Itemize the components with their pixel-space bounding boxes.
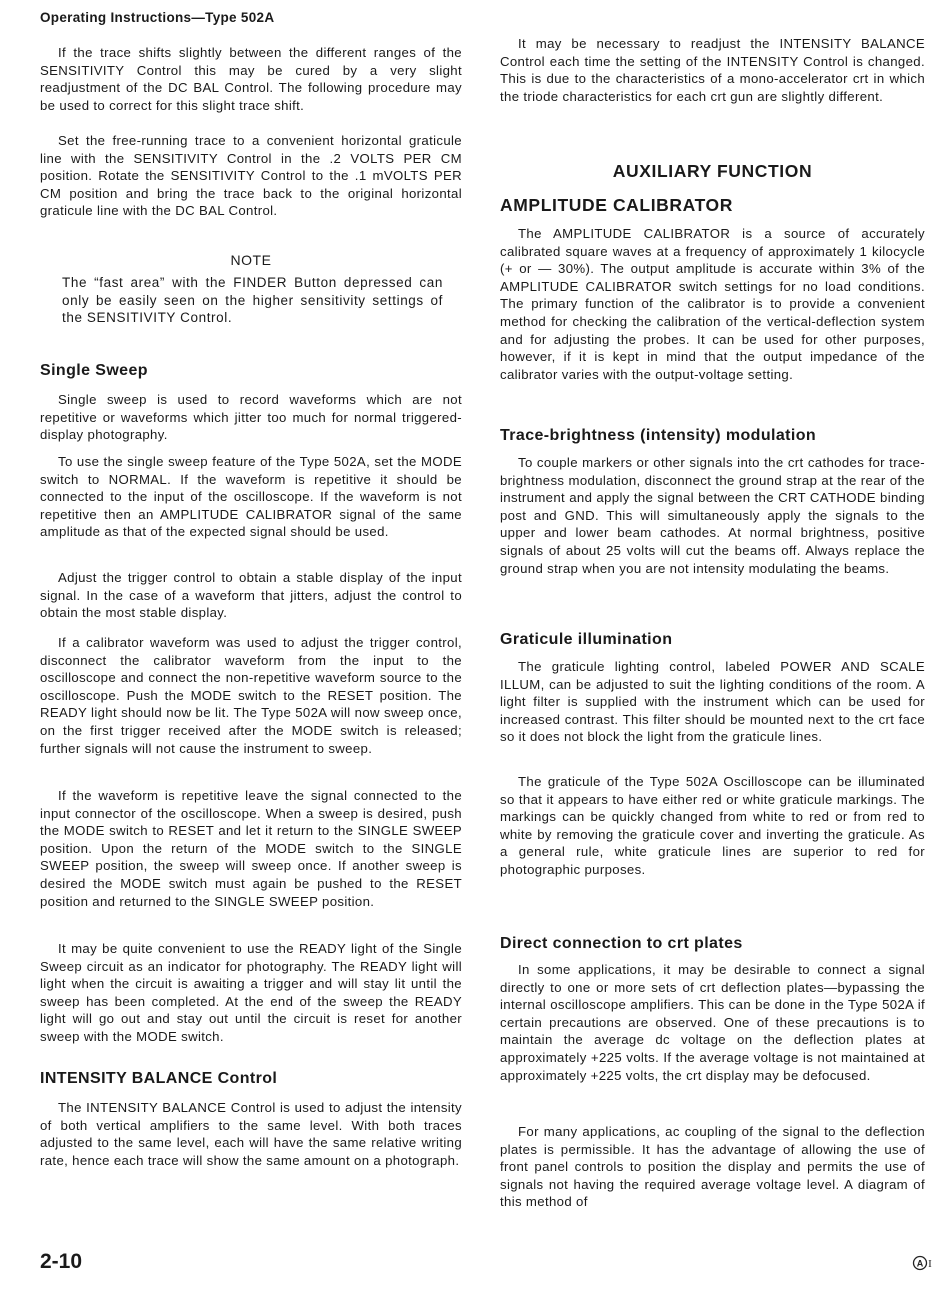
heading-trace-brightness: Trace-brightness (intensity) modulation <box>500 427 817 444</box>
paragraph-direct-connection-1: In some applications, it may be desirable to connect a signal directly to one or more sets of crt deflection plates—bypassing the internal oscilloscope amplifiers. This can be done in the Type 502A if certain precautions are observed. One of these precautions is to maintain the average dc voltage on the deflection plates at approximately +225 volts. If the average voltage is not maintained at approximately +225 volts, the crt display may be defocused. <box>500 962 925 1083</box>
heading-graticule-illumination: Graticule illumination <box>500 631 673 648</box>
heading-intensity-balance: INTENSITY BALANCE Control <box>40 1070 278 1087</box>
paragraph-single-sweep-2: To use the single sweep feature of the Type 502A, set the MODE switch to NORMAL. If the waveform is repetitive it should be connected to the input of the oscilloscope. If the waveform is not repetitive then an AMPLITUDE CALIBRATOR signal of the same amplitude as that of the expected signal should be used. <box>40 454 462 540</box>
paragraph-graticule-2: The graticule of the Type 502A Oscilloscope can be illuminated so that it appears to have either red or white graticule markings. The markings can be quickly changed from white to red or from red to white by removing the graticule cover and inverting the graticule. As a general rule, white graticule lines are superior to red for photographic purposes. <box>500 774 925 877</box>
paragraph-single-sweep-3: Adjust the trigger control to obtain a stable display of the input signal. In the case of a waveform that jitters, adjust the control to obtain the most stable display. <box>40 570 462 621</box>
paragraph-dc-bal-procedure: Set the free-running trace to a convenient horizontal graticule line with the SENSITIVITY Control in the .2 VOLTS PER CM position. Rotate the SENSITIVITY Control to the .1 mVOLTS PER CM position and bring the trace back to the original horizontal graticule line with the DC BAL Control. <box>40 133 462 219</box>
paragraph-trace-brightness: To couple markers or other signals into the crt cathodes for trace-brightness modulation, disconnect the ground strap at the rear of the instrument and apply the signal between the CRT CATHODE binding post and GND. This will simultaneously apply the signals to the upper and lower beam cathodes. At normal brightness, positive signals of about 25 volts will cut the beams off. Always replace the ground strap when you are not intensity modulating the beams. <box>500 455 925 576</box>
paragraph-intensity-readjust: It may be necessary to readjust the INTENSITY BALANCE Control each time the setting of the INTENSITY Control is changed. This is due to the characteristics of a mono-accelerator crt in which the triode characteristics for each crt gun are slightly different. <box>500 36 925 104</box>
publisher-logo-icon <box>912 1255 936 1271</box>
paragraph-direct-connection-2: For many applications, ac coupling of the signal to the deflection plates is permissible. It has the advantage of allowing the use of front panel controls to position the display and permits the use of signals not having the required average voltage level. A diagram of this method of <box>500 1124 925 1210</box>
paragraph-trace-shift: If the trace shifts slightly between the different ranges of the SENSITIVITY Control this may be cured by a very slight readjustment of the DC BAL Control. The following procedure may be used to correct for this slight trace shift. <box>40 45 462 113</box>
page-number: 2-10 <box>40 1250 83 1273</box>
paragraph-single-sweep-1: Single sweep is used to record waveforms which are not repetitive or waveforms which jitter too much for normal triggered-display photography. <box>40 392 462 443</box>
heading-single-sweep: Single Sweep <box>40 362 148 379</box>
paragraph-single-sweep-6: It may be quite convenient to use the READY light of the Single Sweep circuit as an indicator for photography. The READY light will light when the circuit is awaiting a trigger and will stay lit until the sweep has been completed. At the end of the sweep the READY light will go out and stay out until the circuit is reset for another sweep with the MODE switch. <box>40 941 462 1044</box>
note-title: NOTE <box>230 252 272 268</box>
svg-text:I: I <box>928 1258 932 1270</box>
svg-text:A: A <box>916 1258 924 1269</box>
running-header: Operating Instructions—Type 502A <box>40 10 275 25</box>
heading-direct-connection: Direct connection to crt plates <box>500 935 743 952</box>
paragraph-intensity-balance: The INTENSITY BALANCE Control is used to adjust the intensity of both vertical amplifiers to the same level. With both traces adjusted to the same level, each will have the same relative writing rate, hence each trace will show the same amount on a photograph. <box>40 1100 462 1168</box>
heading-auxiliary-function: AUXILIARY FUNCTION <box>612 161 813 181</box>
paragraph-graticule-1: The graticule lighting control, labeled POWER AND SCALE ILLUM, can be adjusted to suit the lighting conditions of the room. A light filter is supplied with the instrument which can be used for increased contrast. This filter should be mounted next to the crt face so it does not block the light from the graticule lines. <box>500 659 925 745</box>
note-text: The “fast area” with the FINDER Button depressed can only be easily seen on the higher sensitivity settings of the SENSITIVITY Control. <box>62 275 443 326</box>
paragraph-single-sweep-4: If a calibrator waveform was used to adjust the trigger control, disconnect the calibrator waveform from the input to the oscilloscope and connect the non-repetitive waveform source to the oscilloscope. Push the MODE switch to the RESET position. The READY light should now be lit. The Type 502A will now sweep once, on the first trigger received after the MODE switch is released; further signals will not cause the instrument to sweep. <box>40 635 462 756</box>
paragraph-amplitude-calibrator: The AMPLITUDE CALIBRATOR is a source of accurately calibrated square waves at a frequency of approximately 1 kilocycle (+ or — 30%). The output amplitude is accurate within 3% of the AMPLITUDE CALIBRATOR switch settings for no load conditions. The primary function of the calibrator is to provide a convenient method for checking the calibration of the vertical-deflection system and for adjusting the probes. It can be used for other purposes, however, if it is kept in mind that the output impedance of the calibrator varies with the output-voltage setting. <box>500 226 925 382</box>
paragraph-single-sweep-5: If the waveform is repetitive leave the signal connected to the input connector of the oscilloscope. When a sweep is desired, push the MODE switch to RESET and let it return to the SINGLE SWEEP position. Upon the return of the MODE switch to the SINGLE SWEEP position, the sweep will sweep once. If another sweep is desired the MODE switch must again be pushed to the RESET position and returned to the SINGLE SWEEP position. <box>40 788 462 909</box>
heading-amplitude-calibrator: AMPLITUDE CALIBRATOR <box>500 195 734 215</box>
